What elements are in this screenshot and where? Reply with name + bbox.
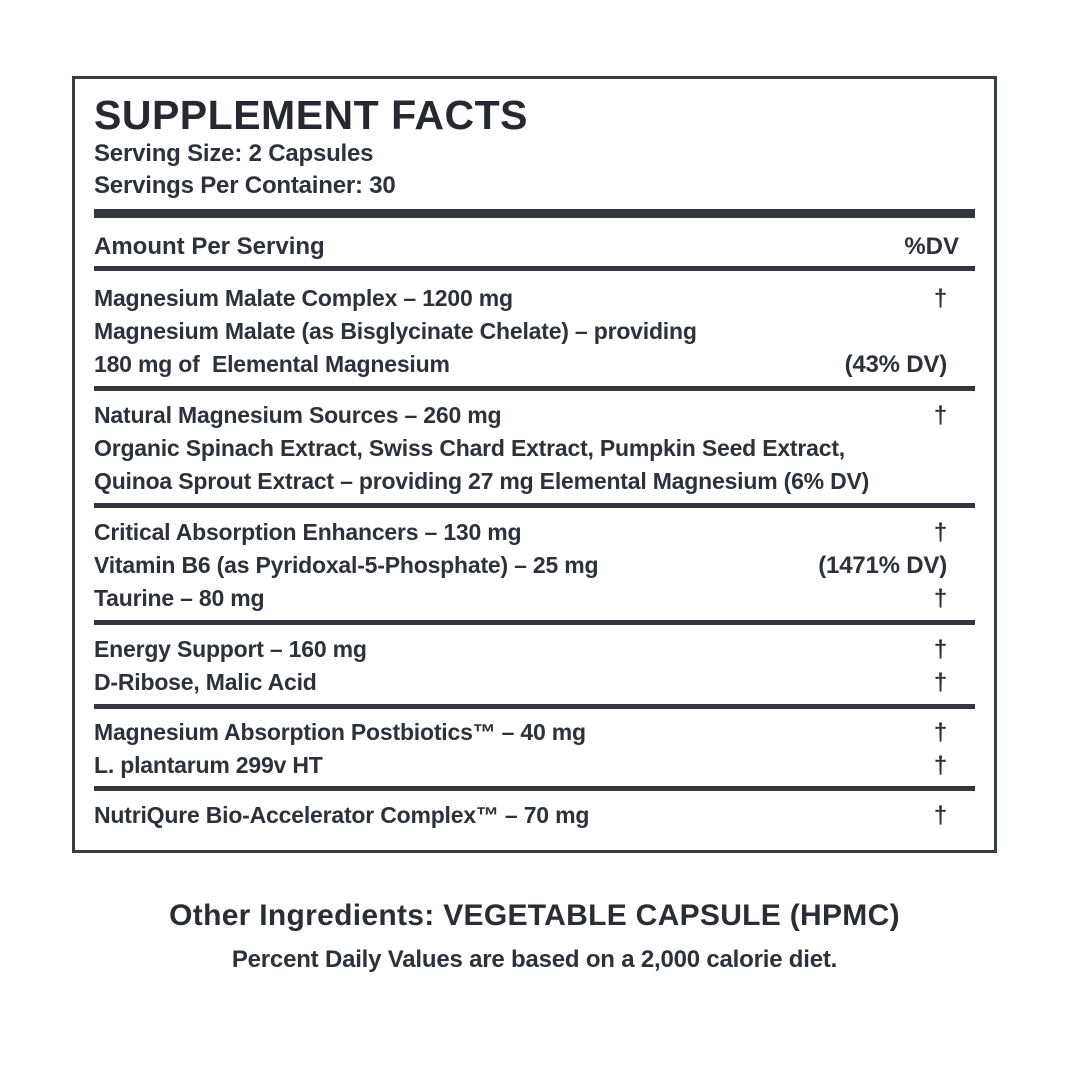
dv-value: † (933, 402, 947, 429)
column-header-row (94, 218, 975, 266)
ingredient-text: Magnesium Malate Complex – 1200 mg (94, 285, 513, 311)
other-ingredients: Other Ingredients: VEGETABLE CAPSULE (HPMC) (169, 899, 900, 932)
thick-divider (94, 209, 975, 218)
dv-column-label: %DV (904, 233, 959, 260)
ingredient-line (94, 315, 975, 348)
ingredient-line (94, 516, 975, 549)
footer (72, 898, 997, 975)
ingredient-text: Taurine – 80 mg (94, 585, 265, 611)
ingredient-line (94, 633, 975, 666)
ingredient-text: Vitamin B6 (as Pyridoxal-5-Phosphate) – 25 mg (94, 552, 599, 578)
ingredient-row-natural-magnesium-sources (94, 391, 975, 503)
supplement-facts-panel (72, 76, 997, 853)
ingredient-line (94, 282, 975, 315)
dv-value: † (933, 519, 947, 546)
servings-per-container: Servings Per Container: 30 (94, 172, 396, 199)
ingredient-text: Magnesium Absorption Postbiotics™ – 40 mg (94, 719, 586, 745)
ingredient-line (94, 549, 975, 582)
dv-value: † (933, 719, 947, 746)
serving-size: Serving Size: 2 Capsules (94, 140, 374, 167)
ingredient-text: 180 mg of Elemental Magnesium (94, 351, 450, 377)
ingredient-text: Energy Support – 160 mg (94, 636, 367, 662)
dv-value: † (933, 802, 947, 829)
dv-value: † (933, 585, 947, 612)
ingredient-row-critical-absorption-enhancers (94, 508, 975, 620)
ingredient-line (94, 465, 975, 498)
ingredient-line (94, 348, 975, 381)
ingredient-line (94, 399, 975, 432)
ingredient-text: Organic Spinach Extract, Swiss Chard Extract, Pumpkin Seed Extract, (94, 435, 845, 461)
ingredient-text: Critical Absorption Enhancers – 130 mg (94, 519, 522, 545)
ingredient-text: NutriQure Bio-Accelerator Complex™ – 70 mg (94, 802, 590, 828)
ingredient-line (94, 666, 975, 699)
dv-value: † (933, 636, 947, 663)
ingredient-line (94, 799, 975, 832)
ingredient-line (94, 432, 975, 465)
ingredient-line (94, 582, 975, 615)
ingredient-row-magnesium-absorption-postbiotics (94, 709, 975, 786)
ingredient-line (94, 716, 975, 749)
amount-per-serving-label: Amount Per Serving (94, 233, 325, 260)
dv-value: (1471% DV) (818, 552, 947, 579)
ingredient-row-magnesium-malate-complex (94, 271, 975, 386)
dv-note: Percent Daily Values are based on a 2,000 calorie diet. (231, 946, 838, 973)
ingredient-row-nutriqure-bio-accelerator (94, 791, 975, 837)
panel-title: SUPPLEMENT FACTS (94, 92, 528, 138)
dv-value: † (933, 669, 947, 696)
ingredient-text: L. plantarum 299v HT (94, 752, 323, 778)
ingredient-line (94, 749, 975, 782)
ingredient-text: Quinoa Sprout Extract – providing 27 mg Elemental Magnesium (6% DV) (94, 468, 870, 494)
ingredient-text: D-Ribose, Malic Acid (94, 669, 317, 695)
ingredient-text: Magnesium Malate (as Bisglycinate Chelate) – providing (94, 318, 697, 344)
ingredient-row-energy-support (94, 625, 975, 704)
dv-value: † (933, 285, 947, 312)
dv-value: (43% DV) (844, 351, 947, 378)
dv-value: † (933, 752, 947, 779)
ingredient-text: Natural Magnesium Sources – 260 mg (94, 402, 502, 428)
